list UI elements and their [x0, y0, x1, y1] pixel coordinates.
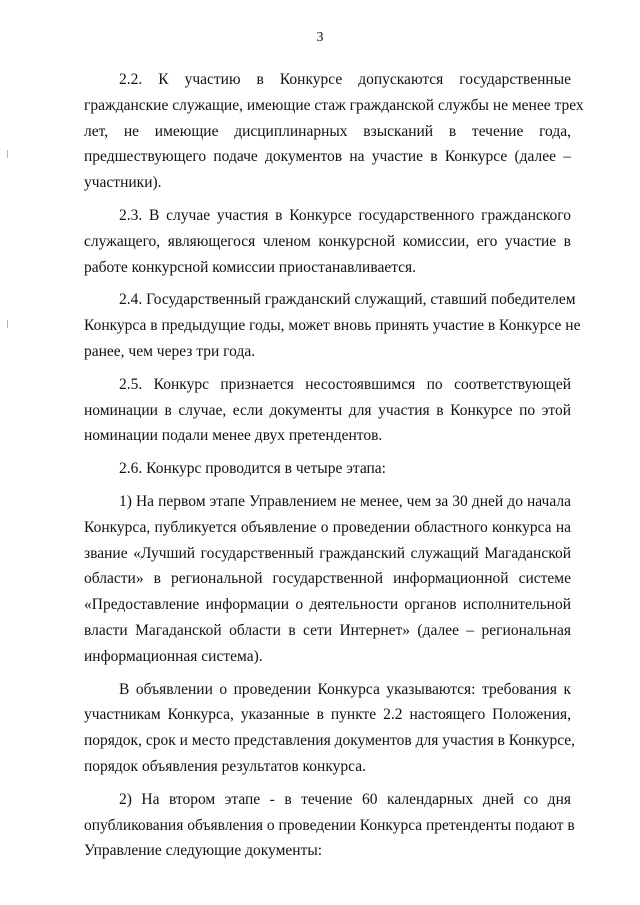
text-line: информационная система).	[84, 647, 263, 665]
text-line: порядок, срок и место представления документов для участия в Конкурсе,	[84, 732, 576, 750]
text-line: 1) На первом этапе Управлением не менее, чем за 30 дней до начала	[119, 492, 571, 510]
text-line: «Предоставление информации о деятельности органов исполнительной	[84, 596, 571, 614]
text-line: В объявлении о проведении Конкурса указываются: требования к	[119, 680, 571, 698]
text-line: 2.6. Конкурс проводится в четыре этапа:	[119, 460, 386, 478]
margin-mark	[7, 320, 8, 328]
text-line: номинации подали менее двух претендентов.	[84, 427, 383, 445]
text-line: Управление следующие документы:	[84, 842, 323, 860]
paragraph-announcement	[84, 677, 576, 780]
text-line: служащего, являющегося членом конкурсной комиссии, его участие в	[84, 232, 571, 250]
text-line: участникам Конкурса, указанные в пункте 2.2 настоящего Положения,	[84, 706, 571, 724]
text-line: работе конкурсной комиссии приостанавливается.	[84, 258, 417, 276]
text-line: 2.2. К участию в Конкурсе допускаются государственные	[119, 71, 571, 88]
margin-mark	[7, 150, 8, 158]
text-line: Конкурса, публикуется объявление о проведении областного конкурса на	[84, 518, 571, 536]
text-line: власти Магаданской области в сети Интернет» (далее – региональная	[84, 621, 571, 639]
paragraph-stage-1	[84, 489, 571, 670]
text-line: опубликования объявления о проведении Конкурса претенденты подают в	[84, 816, 575, 834]
text-line: порядок объявления результатов конкурса.	[84, 757, 366, 775]
page-number: 3	[316, 30, 324, 45]
paragraph-2-2	[84, 67, 584, 196]
text-line: звание «Лучший государственный гражданский служащий Магаданской	[84, 544, 571, 562]
text-line: гражданские служащие, имеющие стаж гражданской службы не менее трех	[84, 96, 584, 114]
text-line: участники).	[84, 174, 162, 192]
text-line: предшествующего подаче документов на участие в Конкурсе (далее –	[84, 148, 571, 166]
text-line: ранее, чем через три года.	[84, 342, 256, 360]
paragraph-stage-2	[84, 787, 575, 864]
text-line: 2.3. В случае участия в Конкурсе государственного гражданского	[119, 206, 571, 224]
text-line: Конкурса в предыдущие годы, может вновь принять участие в Конкурсе не	[84, 317, 581, 335]
text-line: 2.4. Государственный гражданский служащий, ставший победителем	[119, 291, 576, 309]
text-line: 2) На втором этапе - в течение 60 календарных дней со дня	[119, 790, 571, 808]
document-body	[84, 67, 584, 871]
text-line: области» в региональной государственной информационной системе	[84, 570, 571, 588]
paragraph-2-3	[84, 203, 571, 280]
paragraph-2-6	[84, 456, 571, 482]
paragraph-2-4	[84, 287, 581, 364]
text-line: лет, не имеющие дисциплинарных взысканий в течение года,	[84, 122, 571, 140]
paragraph-2-5	[84, 372, 571, 449]
text-line: номинации в случае, если документы для участия в Конкурсе по этой	[84, 401, 571, 419]
text-line: 2.5. Конкурс признается несостоявшимся по соответствующей	[119, 375, 571, 393]
